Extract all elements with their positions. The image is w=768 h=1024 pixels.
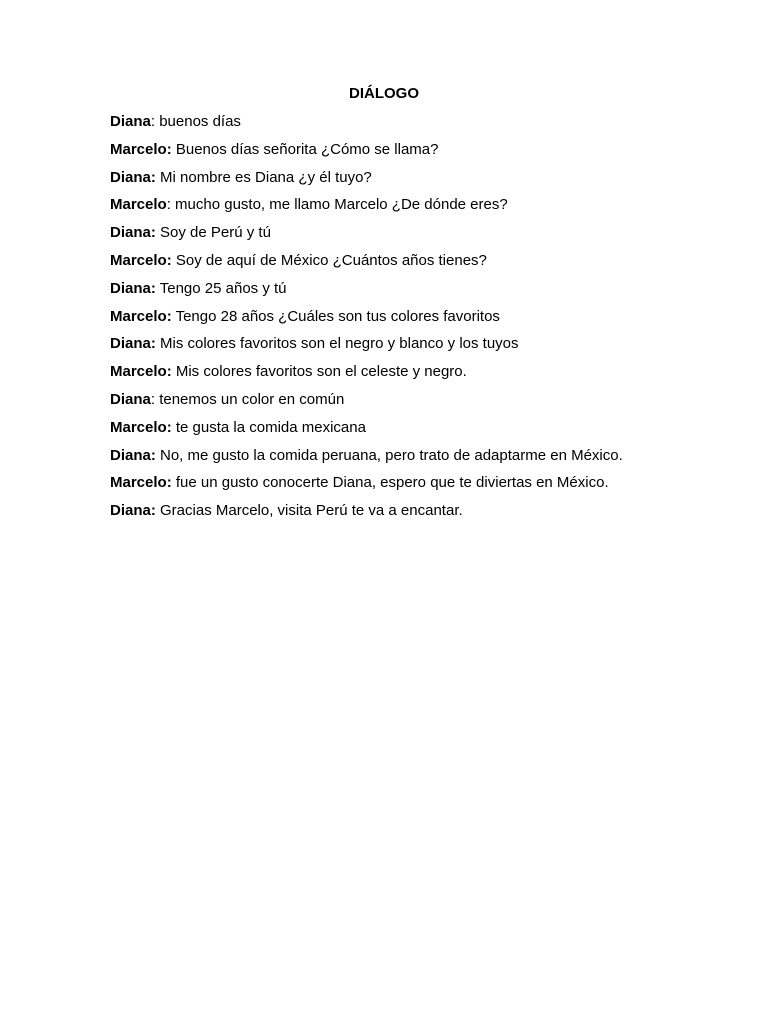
dialogue-line [110,113,730,141]
dialogue-line [110,196,730,224]
dialogue-line [110,474,730,502]
dialogue-text: Gracias Marcelo, visita Perú te va a encantar. [155,502,463,520]
dialogue-text: Mis colores favoritos son el celeste y negro. [171,363,467,381]
speaker-name: Marcelo: [110,418,172,436]
dialogue-text: Buenos días señorita ¿Cómo se llama? [171,140,439,158]
dialogue-line [110,252,730,280]
dialogue-text: fue un gusto conocerte Diana, espero que te diviertas en México. [171,474,609,492]
dialogue-text: Tengo 28 años ¿Cuáles son tus colores favoritos [171,307,500,325]
speaker-separator: : [166,196,171,214]
dialogue-text: Mis colores favoritos son el negro y blanco y los tuyos [155,335,519,353]
dialogue-text: Soy de Perú y tú [155,224,271,242]
speaker-name: Diana: [110,446,156,464]
speaker-separator: : [150,113,156,130]
speaker-name: Marcelo: [110,363,172,381]
speaker-name: Diana: [110,335,156,353]
dialogue-text: buenos días [155,113,241,130]
speaker-name: Marcelo: [110,140,172,158]
dialogue-line [110,447,730,475]
dialogue-line [110,308,730,336]
speaker-name: Marcelo: [110,251,172,269]
dialogue-list [110,113,730,530]
speaker-name: Diana: [110,279,156,297]
speaker-name: Marcelo: [110,474,172,492]
dialogue-line [110,335,730,363]
dialogue-line [110,391,730,419]
speaker-name: Diana: [110,502,156,520]
speaker-name: Diana [110,113,151,130]
dialogue-text: te gusta la comida mexicana [171,418,366,436]
dialogue-line [110,363,730,391]
speaker-name: Diana [110,390,151,408]
speaker-name: Marcelo [110,196,167,214]
dialogue-text: No, me gusto la comida peruana, pero trato de adaptarme en México. [155,446,623,464]
speaker-name: Diana: [110,168,156,186]
dialogue-line [110,280,730,308]
speaker-separator: : [150,390,156,408]
dialogue-text: tenemos un color en común [155,390,345,408]
dialogue-text: mucho gusto, me llamo Marcelo ¿De dónde eres? [170,196,508,214]
document-title: DIÁLOGO [349,85,419,102]
dialogue-line [110,224,730,252]
speaker-name: Marcelo: [110,307,172,325]
dialogue-line [110,502,730,530]
speaker-name: Diana: [110,224,156,242]
dialogue-text: Tengo 25 años y tú [155,279,287,297]
dialogue-line [110,141,730,169]
dialogue-text: Mi nombre es Diana ¿y él tuyo? [155,168,372,186]
dialogue-line [110,169,730,197]
dialogue-text: Soy de aquí de México ¿Cuántos años tienes? [171,251,487,269]
dialogue-line [110,419,730,447]
